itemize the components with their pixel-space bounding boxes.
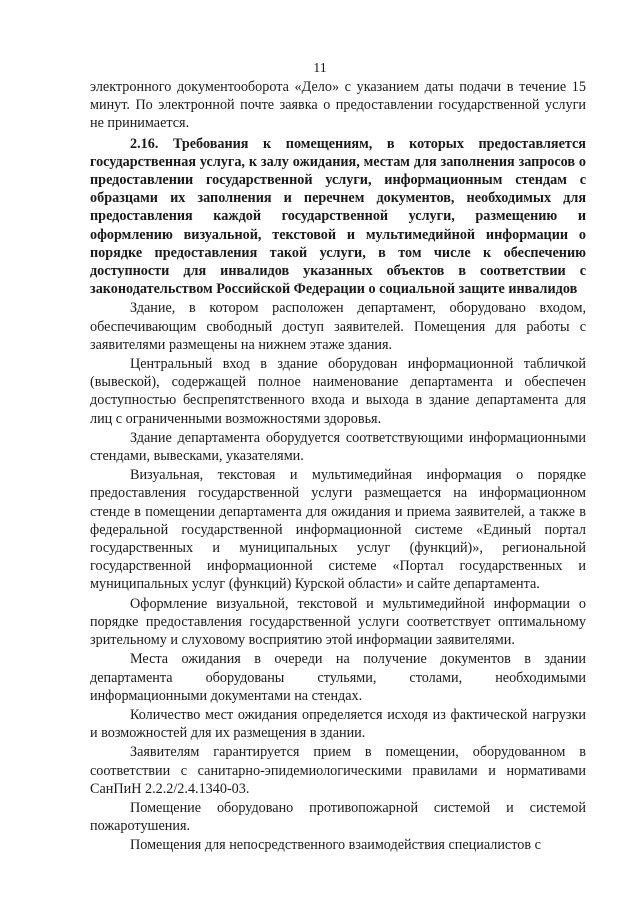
document-body	[90, 78, 586, 855]
page-number: 11	[313, 61, 327, 76]
paragraph: Центральный вход в здание оборудован информационной табличкой (вывеской), содержащей полное наименование департамента и обеспечен доступностью беспрепятственного входа и выхода в здание департамента для лиц с ограниченными возможностями здоровья.	[90, 356, 586, 427]
paragraph: Заявителям гарантируется прием в помещении, оборудованном в соответствии с санитарно-эпидемиологическими правилами и нормативами СанПиН 2.2.2/2.4.1340-03.	[90, 744, 586, 797]
paragraph: Здание департамента оборудуется соответствующими информационными стендами, вывесками, указателями.	[90, 429, 586, 465]
paragraph: Здание, в котором расположен департамент, оборудовано входом, обеспечивающим свободный доступ заявителей. Помещения для работы с заявителями размещены на нижнем этаже здания.	[90, 300, 586, 353]
paragraph-continuation: электронного документооборота «Дело» с указанием даты подачи в течение 15 минут. По электронной почте заявка о предоставлении государственной услуги не принимается.	[90, 79, 586, 132]
paragraph: Визуальная, текстовая и мультимедийная информация о порядке предоставления государственной услуги размещается на информационном стенде в помещении департамента для ожидания и приема заявителей, а также в федеральной государственной информационной системе «Единый портал государственных и муниципальных услуг (функций)», региональной государственной информационной системе «Портал государственных и муниципальных услуг (функций) Курской области» и сайте департамента.	[90, 467, 586, 593]
paragraph: Помещение оборудовано противопожарной системой и системой пожаротушения.	[90, 799, 586, 835]
paragraph: Помещения для непосредственного взаимодействия специалистов с	[130, 837, 541, 854]
paragraph: Места ожидания в очереди на получение документов в здании департамента оборудованы стульями, столами, необходимыми информационными документами на стендах.	[90, 651, 586, 704]
section-heading: 2.16. Требования к помещениям, в которых предоставляется государственная услуга, к залу ожидания, местам для заполнения запросов о предоставлении государственной услуги, информационным стендам с образцами их заполнения и перечнем документов, необходимых для предоставления каждой государственной услуги, размещению и оформлению визуальной, текстовой и мультимедийной информации о порядке предоставления такой услуги, в том числе к обеспечению доступности для инвалидов указанных объектов в соответствии с законодательством Российской Федерации о социальной защите инвалидов	[90, 135, 586, 298]
paragraph: Оформление визуальной, текстовой и мультимедийной информации о порядке предоставления государственной услуги соответствует оптимальному зрительному и слуховому восприятию этой информации заявителями.	[90, 595, 586, 649]
paragraph: Количество мест ожидания определяется исходя из фактической нагрузки и возможностей для их размещения в здании.	[90, 706, 586, 742]
